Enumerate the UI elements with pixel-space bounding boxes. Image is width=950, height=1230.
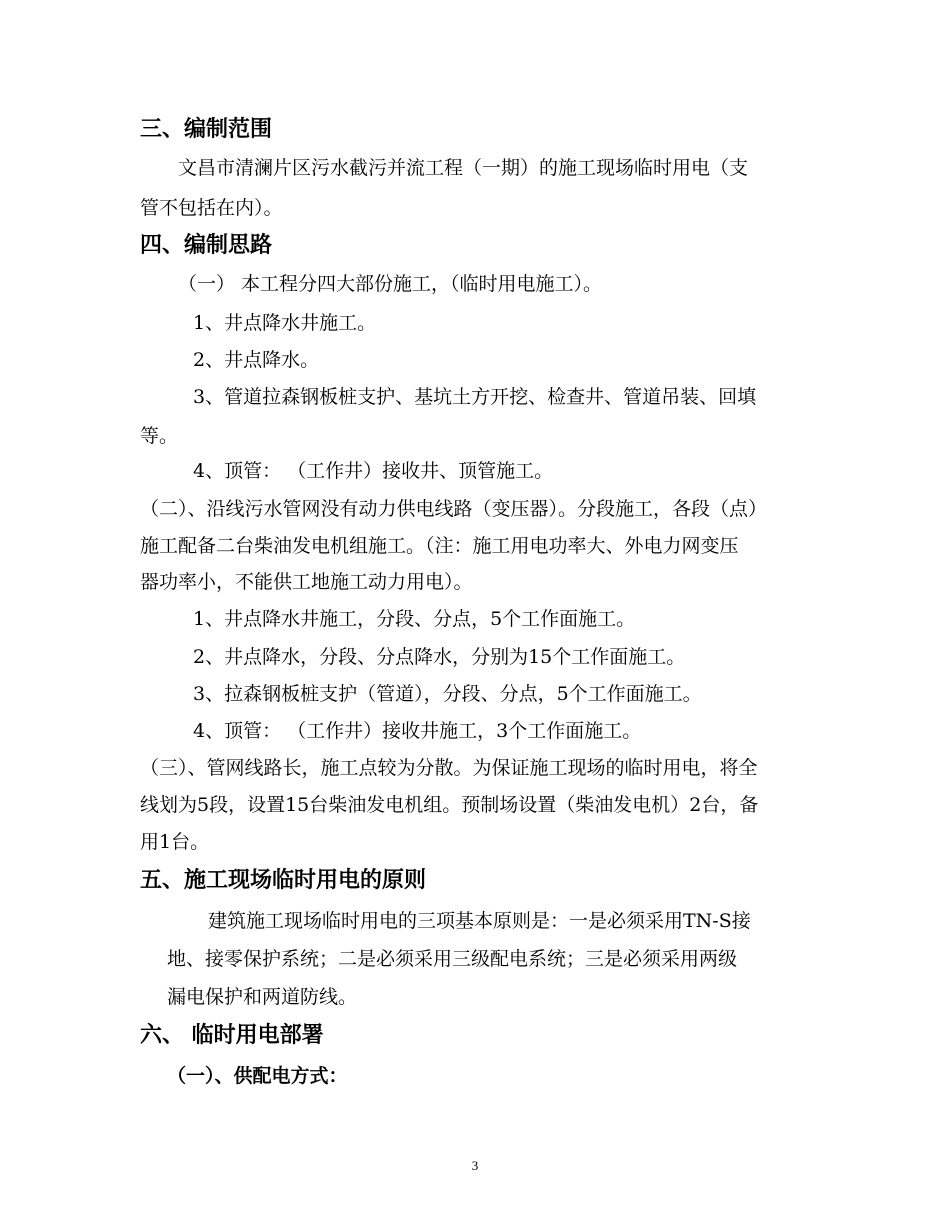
paragraph-line: 用1台。 [140,831,210,853]
paragraph-line: 器功率小，不能供工地施工动力用电）。 [140,571,473,593]
list-item: 3、拉森钢板桩支护（管道），分段、分点，5个工作面施工。 [193,683,702,705]
section-heading-3: 三、编制范围 [140,117,273,142]
sub-heading: （一）、供配电方式： [167,1065,348,1087]
page-number: 3 [471,1158,479,1173]
paragraph-line: （三）、管网线路长，施工点较为分散。为保证施工现场的临时用电，将全 [140,757,758,779]
paragraph-line: 漏电保护和两道防线。 [167,986,358,1008]
list-item: 1、井点降水井施工，分段、分点，5个工作面施工。 [193,608,636,630]
paragraph-line: 施工配备二台柴油发电机组施工。（注：施工用电功率大、外电力网变压 [140,535,739,557]
list-item: 4、顶管： （工作井）接收井、顶管施工。 [193,460,554,482]
section-heading-6: 六、 临时用电部署 [140,1023,324,1048]
list-item: 2、井点降水。 [193,349,320,371]
paragraph-line: 线划为5段，设置15台柴油发电机组。预制场设置（柴油发电机）2台，备 [140,794,759,816]
paragraph-line: 管不包括在内）。 [140,197,283,219]
paragraph-line: （二）、沿线污水管网没有动力供电线路（变压器）。分段施工，各段（点） [140,498,768,520]
section-heading-5: 五、施工现场临时用电的原则 [140,868,427,893]
list-item: 2、井点降水，分段、分点降水，分别为15个工作面施工。 [193,646,686,668]
list-item: 1、井点降水井施工。 [193,312,377,334]
list-item: 4、顶管： （工作井）接收井施工，3个工作面施工。 [193,720,642,742]
paragraph-line: 地、接零保护系统；二是必须采用三级配电系统；三是必须采用两级 [167,948,738,970]
sub-heading: （一） 本工程分四大部份施工，（临时用电施工）。 [178,273,603,295]
paragraph-line: 等。 [140,425,179,447]
paragraph-line: 文昌市清澜片区污水截污并流工程（一期）的施工现场临时用电（支 [178,157,749,179]
section-heading-4: 四、编制思路 [140,233,273,258]
paragraph-line: 建筑施工现场临时用电的三项基本原则是：一是必须采用TN-S接 [208,910,751,932]
list-item: 3、管道拉森钢板桩支护、基坑土方开挖、检查井、管道吊装、回填 [193,386,757,408]
